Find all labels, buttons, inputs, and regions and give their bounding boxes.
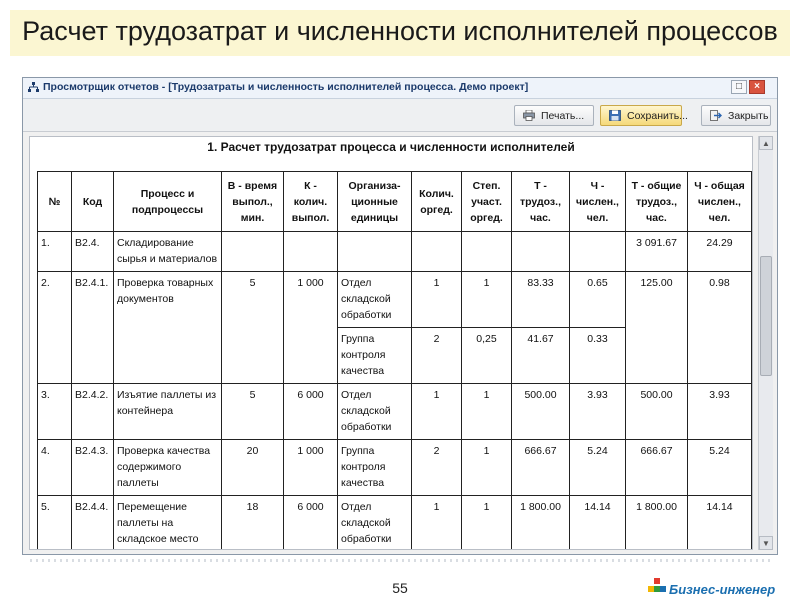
scroll-down-icon[interactable]: ▼ [759,536,773,550]
org-unit-cell: Отдел складской обработки [338,496,412,551]
execution-count-cell: 6 000 [284,496,338,551]
total-staff-cell: 5.24 [688,440,752,496]
exit-icon [710,110,722,121]
total-staff-cell: 0.98 [688,272,752,384]
logo-text: Бизнес-инженер [669,582,776,597]
total-staff-cell: 14.14 [688,496,752,551]
table-row [38,232,752,272]
total-hours-cell: 666.67 [626,440,688,496]
execution-count-cell [284,232,338,272]
close-report-button[interactable] [701,105,771,126]
staff-count-cell [570,232,626,272]
total-hours-cell: 1 800.00 [626,496,688,551]
process-name-cell: Складирование сырья и материалов [114,232,222,272]
process-name-cell: Перемещение паллеты на складское место [114,496,222,551]
labor-hours-cell: 500.00 [512,384,570,440]
staff-count-cell: 14.14 [570,496,626,551]
org-unit-qty-cell: 1 [412,496,462,551]
toolbar [23,99,777,132]
print-button[interactable] [514,105,594,126]
save-icon [609,110,621,121]
staff-count-cell: 0.65 [570,272,626,328]
column-header: № [38,172,72,232]
org-unit-cell [338,232,412,272]
execution-count-cell: 1 000 [284,440,338,496]
close-icon: × [754,81,760,92]
window-title: Просмотрщик отчетов - [Трудозатраты и численность исполнителей процесса. Демо проект] [43,81,529,93]
participation-cell [462,232,512,272]
save-button-label: Сохранить... [627,110,688,122]
execution-time-cell [222,232,284,272]
maximize-button[interactable] [731,80,747,94]
table-row [38,384,752,440]
org-unit-qty-cell: 1 [412,384,462,440]
window-titlebar[interactable] [23,78,777,99]
table-row [38,272,752,328]
labor-hours-cell: 1 800.00 [512,496,570,551]
report-page [29,136,753,550]
column-header: Т - общие трудоз., час. [626,172,688,232]
code-cell: B2.4. [72,232,114,272]
vertical-scrollbar[interactable] [758,136,773,550]
total-hours-cell: 3 091.67 [626,232,688,272]
total-staff-cell: 24.29 [688,232,752,272]
labor-hours-cell: 41.67 [512,328,570,384]
row-number-cell: 2. [38,272,72,384]
total-hours-cell: 500.00 [626,384,688,440]
row-number-cell: 3. [38,384,72,440]
staff-count-cell: 0.33 [570,328,626,384]
column-header: Процесс и подпроцессы [114,172,222,232]
column-header: Ч - числен., чел. [570,172,626,232]
labor-hours-cell: 666.67 [512,440,570,496]
participation-cell: 1 [462,384,512,440]
participation-cell: 1 [462,496,512,551]
report-title: 1. Расчет трудозатрат процесса и численности исполнителей [207,140,575,154]
code-cell: B2.4.3. [72,440,114,496]
scroll-up-icon[interactable]: ▲ [759,136,773,150]
column-header: Степ. участ. оргед. [462,172,512,232]
org-unit-cell: Группа контроля качества [338,440,412,496]
org-unit-qty-cell [412,232,462,272]
labor-hours-cell: 83.33 [512,272,570,328]
participation-cell: 0,25 [462,328,512,384]
column-header: Ч - общая числен., чел. [688,172,752,232]
process-name-cell: Проверка качества содержимого паллеты [114,440,222,496]
logo-icon [648,578,666,596]
participation-cell: 1 [462,272,512,328]
row-number-cell: 1. [38,232,72,272]
column-header: Организа-ционные единицы [338,172,412,232]
table-row [38,496,752,551]
maximize-icon: □ [735,81,743,92]
execution-time-cell: 5 [222,272,284,384]
slide-title-banner [10,10,790,56]
org-unit-qty-cell: 2 [412,440,462,496]
execution-time-cell: 20 [222,440,284,496]
row-number-cell: 5. [38,496,72,551]
org-unit-qty-cell: 2 [412,328,462,384]
column-header: Т - трудоз., час. [512,172,570,232]
org-unit-cell: Отдел складской обработки [338,272,412,328]
save-button[interactable] [600,105,688,126]
table-header-row [38,172,752,232]
execution-time-cell: 18 [222,496,284,551]
printer-icon [523,110,535,121]
row-number-cell: 4. [38,440,72,496]
close-report-label: Закрыть [728,110,769,122]
execution-count-cell: 6 000 [284,384,338,440]
participation-cell: 1 [462,440,512,496]
process-name-cell: Изъятие паллеты из контейнера [114,384,222,440]
column-header: К - колич. выпол. [284,172,338,232]
org-unit-cell: Отдел складской обработки [338,384,412,440]
total-staff-cell: 3.93 [688,384,752,440]
code-cell: B2.4.2. [72,384,114,440]
report-tree-icon [28,82,39,93]
staff-count-cell: 3.93 [570,384,626,440]
window-close-button[interactable] [749,80,765,94]
labor-hours-cell [512,232,570,272]
print-button-label: Печать... [541,110,585,122]
code-cell: B2.4.4. [72,496,114,551]
total-hours-cell: 125.00 [626,272,688,384]
report-viewer-window [22,77,778,555]
column-header: В - время выпол., мин. [222,172,284,232]
slide-page-number: 55 [392,580,408,596]
code-cell: B2.4.1. [72,272,114,384]
execution-time-cell: 5 [222,384,284,440]
slide-title: Расчет трудозатрат и численности исполнителей процессов [22,16,778,46]
footer-divider [30,559,770,562]
execution-count-cell: 1 000 [284,272,338,384]
process-name-cell: Проверка товарных документов [114,272,222,384]
staff-count-cell: 5.24 [570,440,626,496]
column-header: Код [72,172,114,232]
scrollbar-thumb[interactable] [760,256,772,376]
report-table [37,171,752,550]
org-unit-qty-cell: 1 [412,272,462,328]
org-unit-cell: Группа контроля качества [338,328,412,384]
table-row [38,440,752,496]
column-header: Колич. оргед. [412,172,462,232]
